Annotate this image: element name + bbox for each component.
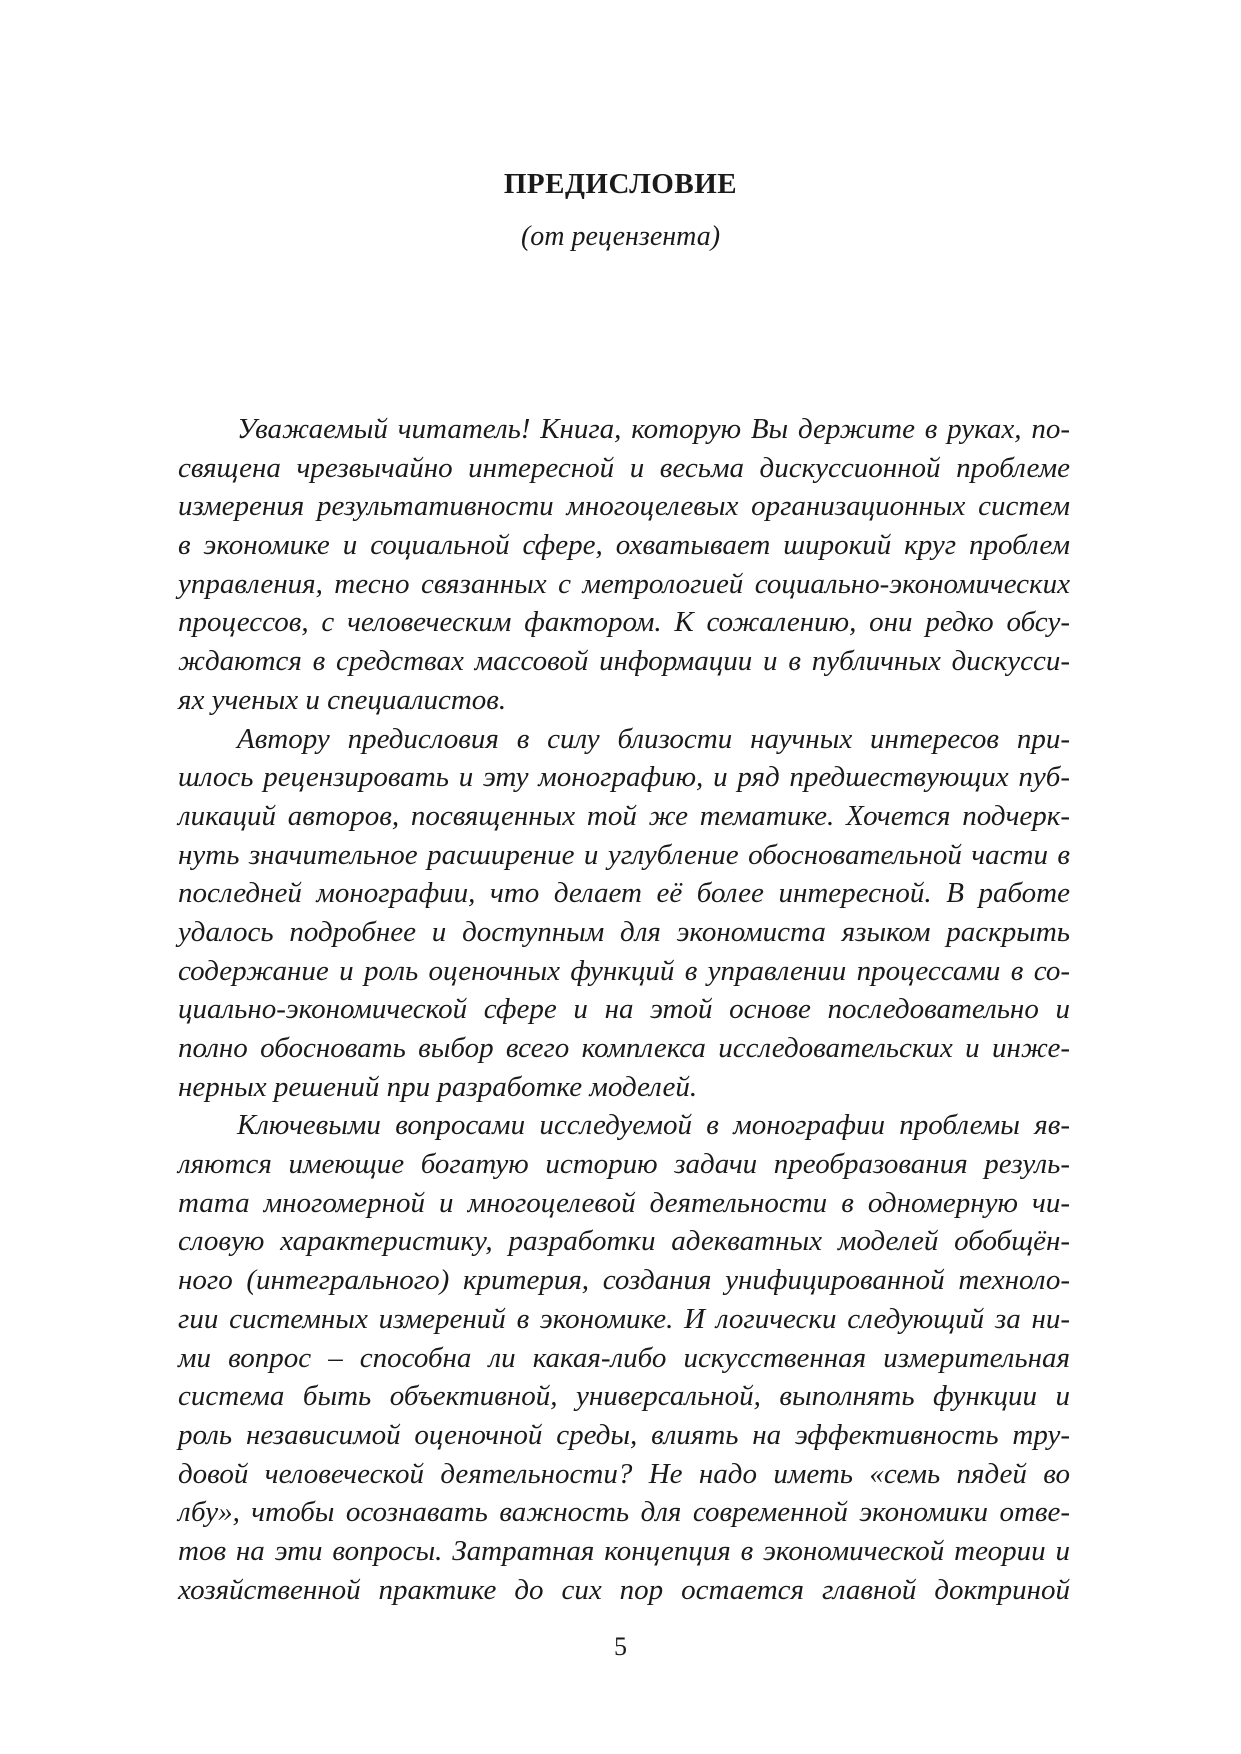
text-line: Уважаемый читатель! Книга, которую Вы держите в руках, по- xyxy=(237,413,1070,445)
page-title: ПРЕДИСЛОВИЕ xyxy=(503,168,738,200)
text-line: удалось подробнее и доступным для экономиста языком раскрыть xyxy=(178,915,1070,948)
text-line: шлось рецензировать и эту монографию, и ряд предшествующих пуб- xyxy=(178,761,1070,794)
text-line: ждаются в средствах массовой информации и в публичных дискусси- xyxy=(178,645,1070,678)
paragraph-1 xyxy=(178,410,1070,720)
text-line: измерения результативности многоцелевых организационных систем xyxy=(178,490,1070,523)
body-text xyxy=(178,410,1070,1609)
text-line: священа чрезвычайно интересной и весьма дискуссионной проблеме xyxy=(178,451,1070,484)
text-line: довой человеческой деятельности? Не надо иметь «семь пядей во xyxy=(178,1457,1070,1490)
text-line: Ключевыми вопросами исследуемой в монографии проблемы яв- xyxy=(237,1109,1070,1142)
text-line: тов на эти вопросы. Затратная концепция в экономической теории и xyxy=(178,1534,1070,1567)
text-line: полно обосновать выбор всего комплекса исследовательских и инже- xyxy=(178,1032,1070,1064)
text-line: ляются имеющие богатую историю задачи преобразования резуль- xyxy=(178,1148,1070,1181)
text-line: нуть значительное расширение и углубление обосновательной части в xyxy=(178,838,1070,871)
text-line: Автору предисловия в силу близости научных интересов при- xyxy=(237,722,1070,755)
text-line: последней монографии, что делает её более интересной. В работе xyxy=(178,877,1070,910)
text-line: роль независимой оценочной среды, влиять на эффективность тру- xyxy=(178,1418,1070,1451)
text-line: ного (интегрального) критерия, создания унифицированной техноло- xyxy=(178,1264,1070,1297)
text-line: тата многомерной и многоцелевой деятельности в одномерную чи- xyxy=(178,1186,1070,1219)
text-line: процессов, с человеческим фактором. К сожалению, они редко обсу- xyxy=(178,606,1070,639)
text-line: ми вопрос – способна ли какая-либо искусственная измерительная xyxy=(178,1341,1070,1374)
text-line: лбу», чтобы осознавать важность для современной экономики отве- xyxy=(178,1496,1070,1529)
paragraph-2 xyxy=(178,720,1070,1107)
text-line: в экономике и социальной сфере, охватывает широкий круг проблем xyxy=(178,529,1070,562)
text-line: гии системных измерений в экономике. И логически следующий за ни- xyxy=(178,1302,1070,1335)
text-line: содержание и роль оценочных функций в управлении процессами в со- xyxy=(178,954,1070,987)
text-line: ях ученых и специалистов. xyxy=(178,683,507,716)
text-line: система быть объективной, универсальной, выполнять функции и xyxy=(178,1380,1070,1413)
text-line: нерных решений при разработке моделей. xyxy=(178,1070,698,1103)
text-line: хозяйственной практике до сих пор остается главной доктриной xyxy=(178,1573,1070,1606)
text-line: словую характеристику, разработки адекватных моделей обобщён- xyxy=(178,1225,1070,1258)
text-line: циально-экономической сфере и на этой основе последовательно и xyxy=(178,993,1070,1026)
text-line: ликаций авторов, посвященных той же тематике. Хочется подчерк- xyxy=(178,799,1070,832)
page-number: 5 xyxy=(614,1632,627,1661)
text-line: управления, тесно связанных с метрологией социально-экономических xyxy=(178,567,1070,600)
page-subtitle: (от рецензента) xyxy=(520,221,721,252)
paragraph-3 xyxy=(178,1106,1070,1609)
